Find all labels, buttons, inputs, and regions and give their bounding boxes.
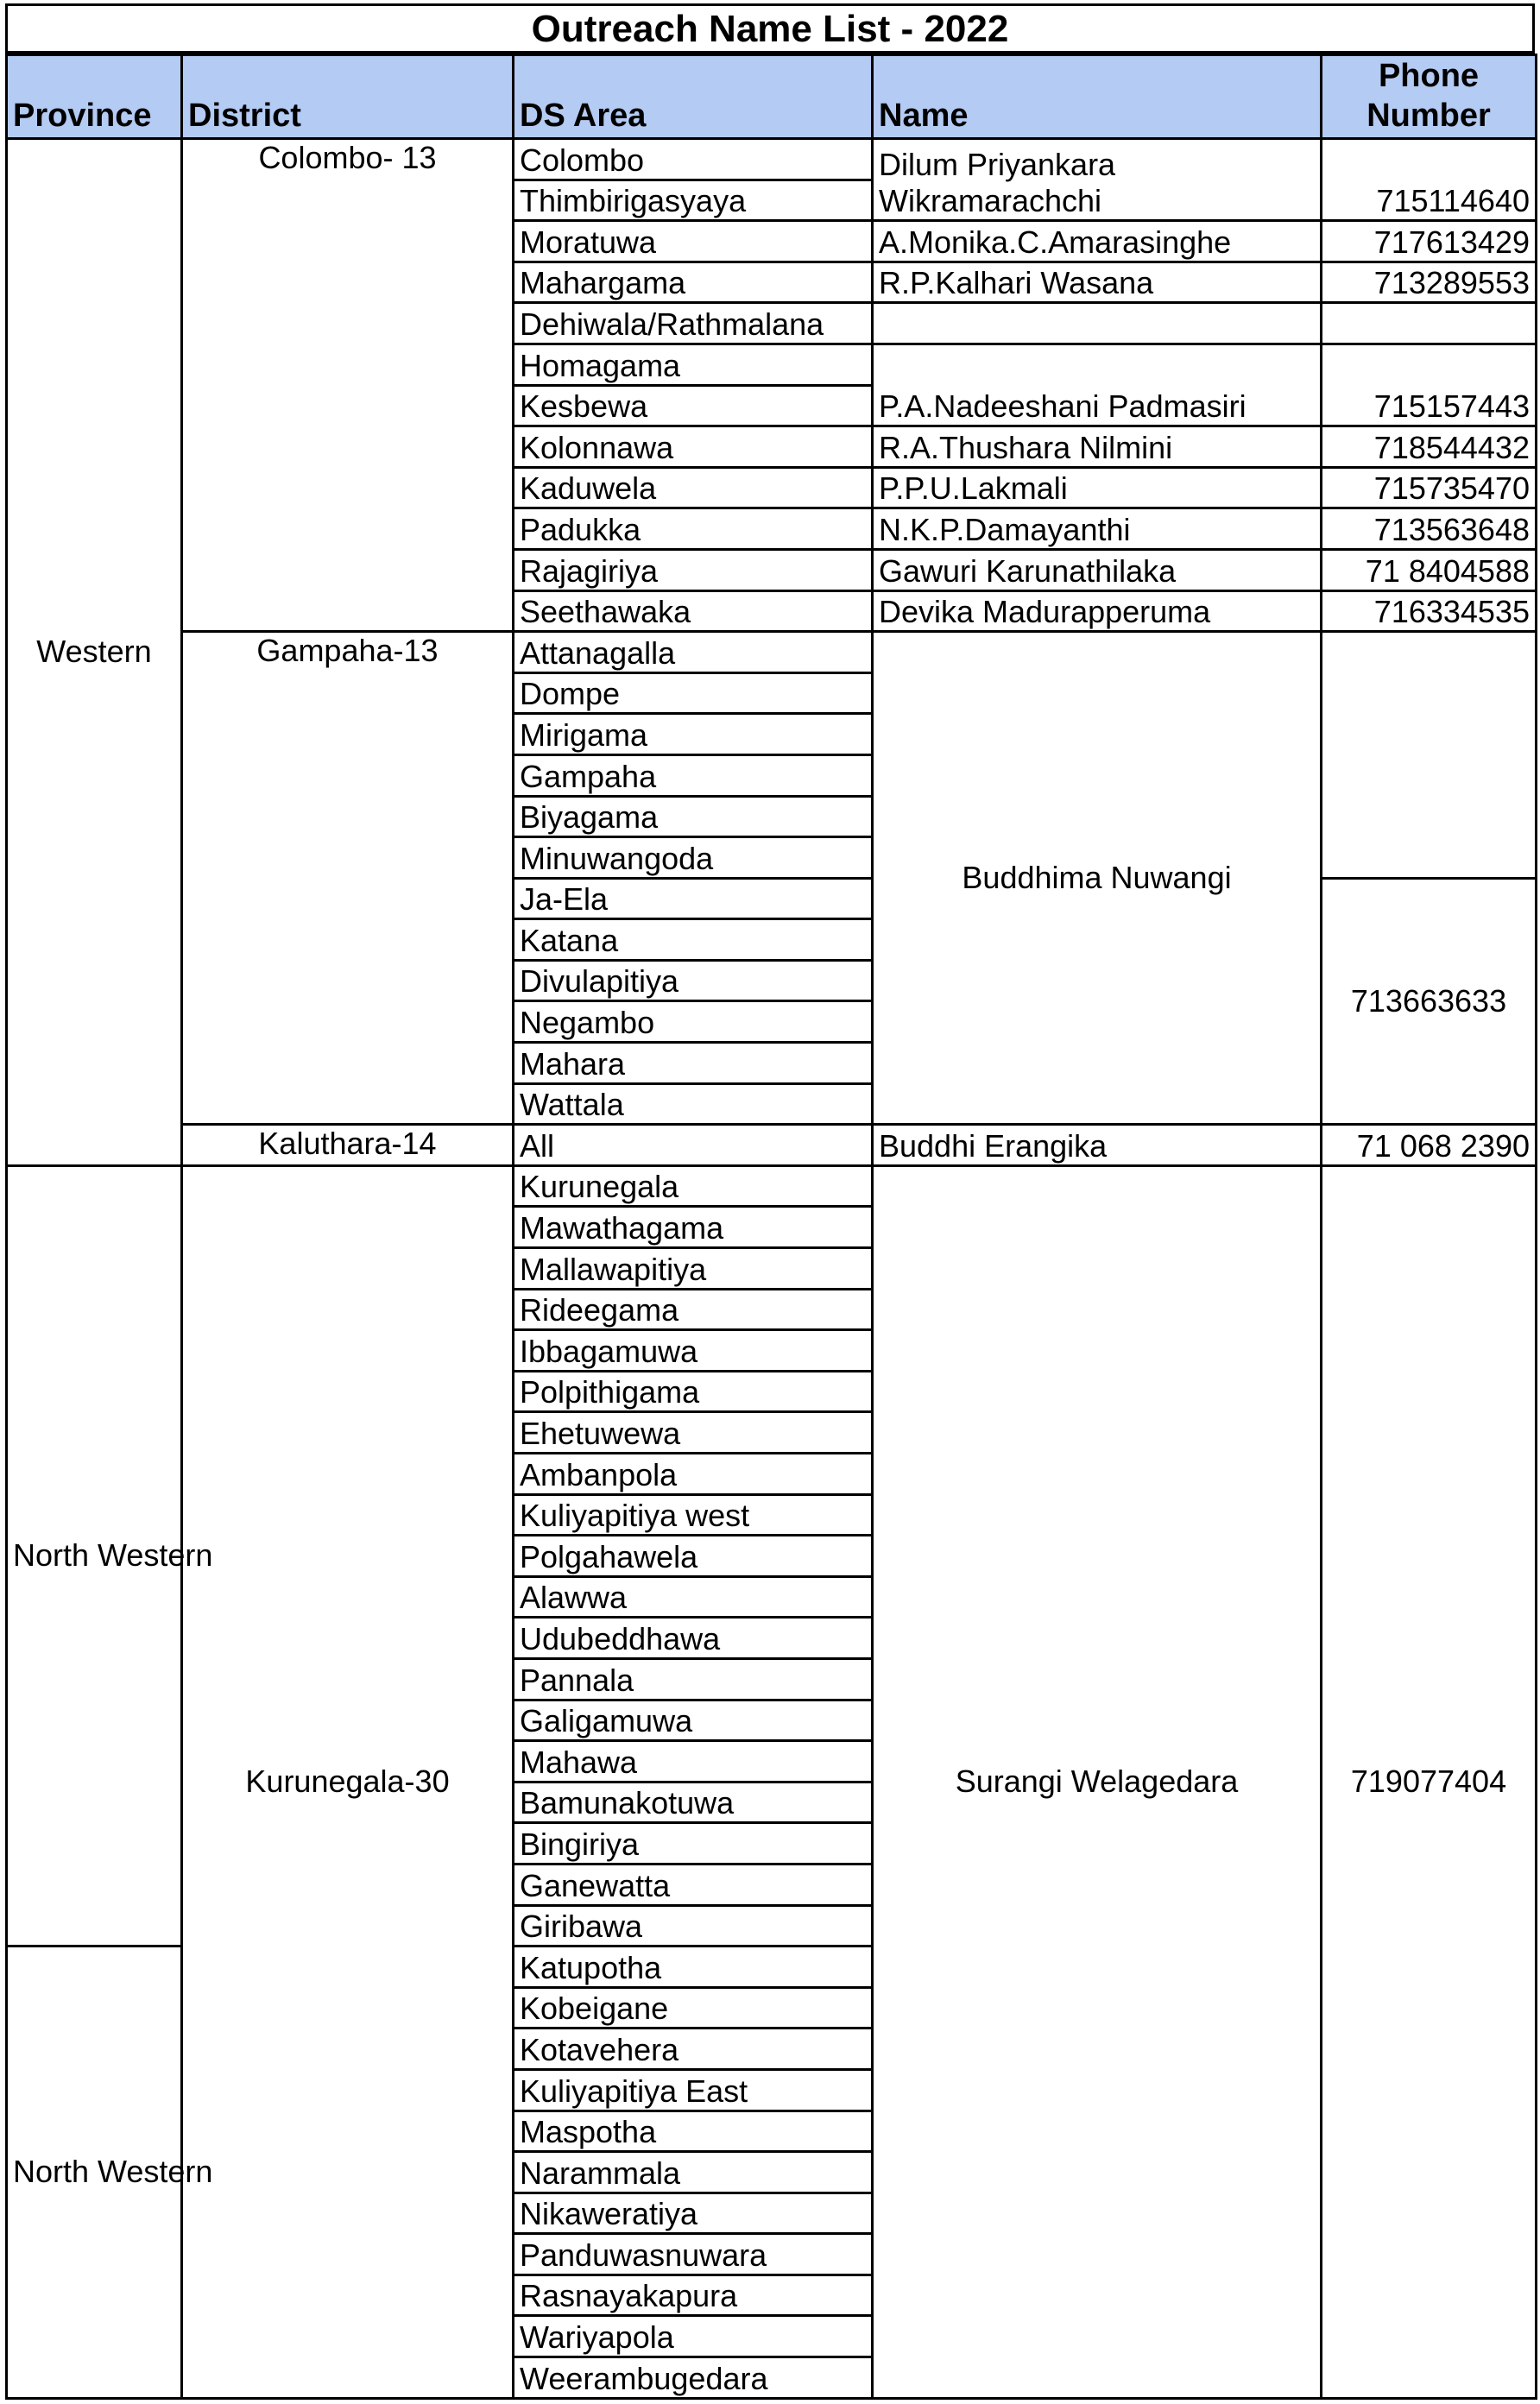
ds-area-cell: Weerambugedara: [514, 2357, 873, 2399]
ds-area-cell: Rajagiriya: [514, 549, 873, 590]
phone-cell: 717613429: [1322, 221, 1537, 262]
ds-area-cell: Seethawaka: [514, 590, 873, 632]
district-cell: Gampaha-13: [182, 632, 514, 1125]
header-ds-area: DS Area: [514, 55, 873, 139]
ds-area-cell: Attanagalla: [514, 632, 873, 673]
district-cell: Kurunegala-30: [182, 1165, 514, 2398]
province-cell: North Western: [7, 1165, 182, 1946]
phone-cell: 715114640: [1322, 139, 1537, 221]
phone-cell: 71 068 2390: [1322, 1125, 1537, 1166]
header-name: Name: [873, 55, 1322, 139]
ds-area-cell: Minuwangoda: [514, 837, 873, 879]
outreach-table: [5, 54, 1537, 2400]
ds-area-cell: Kesbewa: [514, 385, 873, 426]
ds-area-cell: Bingiriya: [514, 1823, 873, 1865]
ds-area-cell: Ehetuwewa: [514, 1412, 873, 1454]
district-cell: Kaluthara-14: [182, 1125, 514, 1166]
name-cell: Buddhi Erangika: [873, 1125, 1322, 1166]
ds-area-cell: Ambanpola: [514, 1454, 873, 1495]
name-cell: Gawuri Karunathilaka: [873, 549, 1322, 590]
ds-area-cell: Katana: [514, 919, 873, 961]
ds-area-cell: Kurunegala: [514, 1165, 873, 1207]
ds-area-cell: Kuliyapitiya East: [514, 2069, 873, 2111]
ds-area-cell: Nikaweratiya: [514, 2193, 873, 2234]
ds-area-cell: Negambo: [514, 1001, 873, 1043]
ds-area-cell: Padukka: [514, 508, 873, 550]
name-cell-empty: [873, 303, 1322, 344]
ds-area-cell: Biyagama: [514, 796, 873, 837]
table-row: [7, 632, 1537, 673]
header-district: District: [182, 55, 514, 139]
ds-area-cell: Kobeigane: [514, 1987, 873, 2029]
ds-area-cell: Wariyapola: [514, 2316, 873, 2357]
ds-area-cell: Rasnayakapura: [514, 2275, 873, 2316]
phone-cell: 713663633: [1322, 878, 1537, 1125]
ds-area-cell: Kuliyapitiya west: [514, 1494, 873, 1536]
phone-cell: 71 8404588: [1322, 549, 1537, 590]
ds-area-cell: Udubeddhawa: [514, 1618, 873, 1659]
name-cell: Dilum Priyankara Wikramarachchi: [873, 139, 1322, 221]
name-cell: Devika Madurapperuma: [873, 590, 1322, 632]
ds-area-cell: Dompe: [514, 672, 873, 714]
ds-area-cell: Maspotha: [514, 2111, 873, 2152]
phone-cell: 716334535: [1322, 590, 1537, 632]
ds-area-cell: Kotavehera: [514, 2029, 873, 2070]
header-row: [7, 55, 1537, 139]
ds-area-cell: Homagama: [514, 344, 873, 385]
ds-area-cell: Ja-Ela: [514, 878, 873, 919]
table-row: [7, 139, 1537, 180]
ds-area-cell: Mahargama: [514, 262, 873, 303]
ds-area-cell: Narammala: [514, 2152, 873, 2193]
ds-area-cell: Thimbirigasyaya: [514, 180, 873, 221]
name-cell: N.K.P.Damayanthi: [873, 508, 1322, 550]
header-province: Province: [7, 55, 182, 139]
header-phone: Phone Number: [1322, 55, 1537, 139]
ds-area-cell: Rideegama: [514, 1289, 873, 1330]
sheet-title: Outreach Name List - 2022: [5, 3, 1535, 54]
ds-area-cell: Mallawapitiya: [514, 1248, 873, 1290]
ds-area-cell: Alawwa: [514, 1576, 873, 1618]
phone-cell: 713289553: [1322, 262, 1537, 303]
phone-cell: 715157443: [1322, 344, 1537, 426]
province-cell: North Western: [7, 1947, 182, 2399]
ds-area-cell: Katupotha: [514, 1947, 873, 1988]
name-cell: A.Monika.C.Amarasinghe: [873, 221, 1322, 262]
ds-area-cell: Galigamuwa: [514, 1700, 873, 1741]
ds-area-cell: Moratuwa: [514, 221, 873, 262]
name-cell: R.P.Kalhari Wasana: [873, 262, 1322, 303]
province-cell: Western: [7, 139, 182, 1166]
district-cell: Colombo- 13: [182, 139, 514, 632]
name-cell: Buddhima Nuwangi: [873, 632, 1322, 1125]
ds-area-cell: All: [514, 1125, 873, 1166]
ds-area-cell: Mahara: [514, 1043, 873, 1084]
ds-area-cell: Ibbagamuwa: [514, 1330, 873, 1372]
name-cell: P.P.U.Lakmali: [873, 467, 1322, 508]
ds-area-cell: Mahawa: [514, 1741, 873, 1782]
phone-cell-empty: [1322, 303, 1537, 344]
ds-area-cell: Mawathagama: [514, 1207, 873, 1248]
phone-cell-empty: [1322, 632, 1537, 879]
table-row: [7, 1125, 1537, 1166]
name-cell: Surangi Welagedara: [873, 1165, 1322, 2398]
phone-cell: 718544432: [1322, 426, 1537, 468]
ds-area-cell: Kaduwela: [514, 467, 873, 508]
ds-area-cell: Wattala: [514, 1083, 873, 1125]
ds-area-cell: Colombo: [514, 139, 873, 180]
ds-area-cell: Giribawa: [514, 1905, 873, 1947]
ds-area-cell: Ganewatta: [514, 1864, 873, 1905]
ds-area-cell: Mirigama: [514, 714, 873, 755]
phone-cell: 713563648: [1322, 508, 1537, 550]
ds-area-cell: Polgahawela: [514, 1536, 873, 1577]
name-cell: P.A.Nadeeshani Padmasiri: [873, 344, 1322, 426]
ds-area-cell: Dehiwala/Rathmalana: [514, 303, 873, 344]
ds-area-cell: Pannala: [514, 1658, 873, 1700]
phone-cell: 715735470: [1322, 467, 1537, 508]
table-row: [7, 1165, 1537, 1207]
ds-area-cell: Divulapitiya: [514, 960, 873, 1001]
ds-area-cell: Polpithigama: [514, 1371, 873, 1412]
ds-area-cell: Gampaha: [514, 754, 873, 796]
phone-cell: 719077404: [1322, 1165, 1537, 2398]
name-cell: R.A.Thushara Nilmini: [873, 426, 1322, 468]
ds-area-cell: Kolonnawa: [514, 426, 873, 468]
ds-area-cell: Bamunakotuwa: [514, 1782, 873, 1823]
ds-area-cell: Panduwasnuwara: [514, 2234, 873, 2275]
